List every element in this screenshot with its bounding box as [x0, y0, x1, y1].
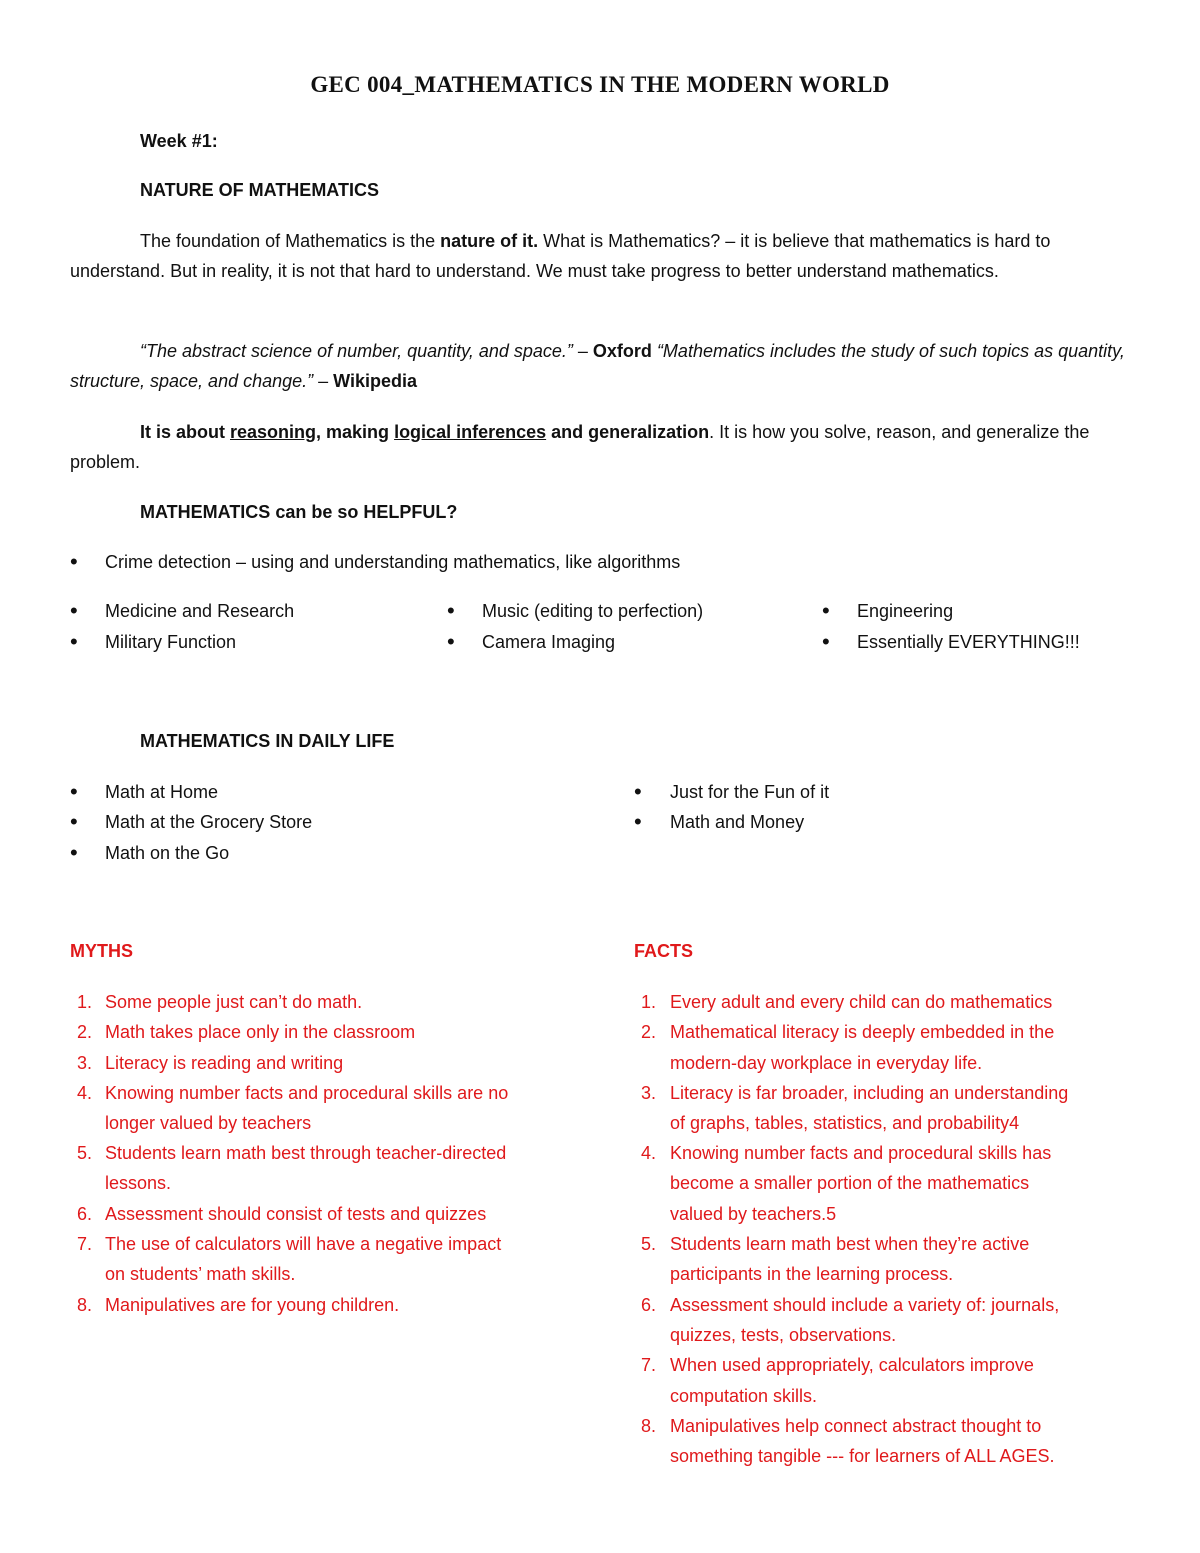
list-number: 5. — [76, 1143, 92, 1163]
helpful-item: Camera Imaging — [482, 632, 616, 652]
daily-heading: MATHEMATICS IN DAILY LIFE — [140, 731, 395, 751]
helpful-item: Crime detection – using and understanding mathematics, like algorithms — [105, 552, 681, 572]
fact-item-continued: quizzes, tests, observations. — [670, 1325, 897, 1345]
section-heading-nature: NATURE OF MATHEMATICS — [140, 180, 379, 200]
daily-item: Math on the Go — [105, 843, 230, 863]
fact-item: Students learn math best when they’re active — [670, 1234, 1030, 1254]
quotes-paragraph — [70, 336, 1140, 396]
daily-item: Math at Home — [105, 782, 219, 802]
helpful-item: Music (editing to perfection) — [482, 601, 704, 621]
reasoning-underlined: reasoning — [230, 422, 317, 442]
list-number: 4. — [640, 1143, 656, 1163]
fact-item: Literacy is far broader, including an understanding — [670, 1083, 1069, 1103]
helpful-item: Essentially EVERYTHING!!! — [857, 632, 1080, 652]
bullet-icon: • — [70, 549, 78, 574]
reasoning-text-f: . It is how you solve, reason, and generalize the problem. — [70, 422, 1090, 472]
list-number: 8. — [640, 1416, 656, 1436]
fact-item: Assessment should include a variety of: journals, — [670, 1295, 1060, 1315]
source-wikipedia: Wikipedia — [333, 371, 418, 391]
bullet-icon: • — [634, 779, 642, 804]
bullet-icon: • — [447, 629, 455, 654]
myth-item: Manipulatives are for young children. — [105, 1295, 400, 1315]
bullet-icon: • — [70, 779, 78, 804]
myth-item: Assessment should consist of tests and quizzes — [105, 1204, 487, 1224]
bullet-icon: • — [822, 629, 830, 654]
fact-item-continued: participants in the learning process. — [670, 1264, 954, 1284]
list-number: 2. — [640, 1022, 656, 1042]
list-number: 4. — [76, 1083, 92, 1103]
reasoning-text-a: It is about — [140, 422, 230, 442]
reasoning-text-e: and generalization — [546, 422, 710, 442]
daily-item: Math and Money — [670, 812, 805, 832]
bullet-icon: • — [822, 598, 830, 623]
myth-item: Math takes place only in the classroom — [105, 1022, 416, 1042]
myth-item: Some people just can’t do math. — [105, 992, 363, 1012]
bullet-icon: • — [447, 598, 455, 623]
week-label: Week #1: — [140, 131, 218, 151]
reasoning-text-c: , making — [316, 422, 395, 442]
bullet-icon: • — [634, 809, 642, 834]
fact-item-continued: valued by teachers.5 — [670, 1204, 837, 1224]
intro-text-1: The foundation of Mathematics is the — [140, 231, 441, 251]
helpful-item: Medicine and Research — [105, 601, 295, 621]
myth-item: Knowing number facts and procedural skills are no — [105, 1083, 509, 1103]
facts-heading: FACTS — [634, 941, 694, 961]
myth-item-continued: longer valued by teachers — [105, 1113, 312, 1133]
fact-item-continued: computation skills. — [670, 1386, 818, 1406]
intro-text-2: What is Mathematics? – it is believe that mathematics is hard to understand. But in reality, it is not that hard to understand. We must take progress to better understand mathematics. — [70, 231, 1051, 281]
fact-item: Manipulatives help connect abstract thought to — [670, 1416, 1042, 1436]
list-number: 5. — [640, 1234, 656, 1254]
myth-item: The use of calculators will have a negative impact — [105, 1234, 502, 1254]
myths-heading: MYTHS — [70, 941, 133, 961]
bullet-icon: • — [70, 809, 78, 834]
myth-item-continued: lessons. — [105, 1173, 172, 1193]
quote-wikipedia: “Mathematics includes the study of such topics as quantity, structure, space, and change.” — [70, 341, 1125, 391]
list-number: 6. — [76, 1204, 92, 1224]
list-number: 6. — [640, 1295, 656, 1315]
bullet-icon: • — [70, 840, 78, 865]
fact-item-continued: become a smaller portion of the mathematics — [670, 1173, 1030, 1193]
list-number: 1. — [76, 992, 92, 1012]
myth-item: Students learn math best through teacher-directed — [105, 1143, 507, 1163]
helpful-item: Engineering — [857, 601, 954, 621]
list-number: 7. — [76, 1234, 92, 1254]
quote-dash-1: – — [572, 341, 593, 361]
daily-item: Just for the Fun of it — [670, 782, 830, 802]
list-number: 7. — [640, 1355, 656, 1375]
myth-item: Literacy is reading and writing — [105, 1053, 344, 1073]
helpful-item: Military Function — [105, 632, 237, 652]
fact-item-continued: of graphs, tables, statistics, and probability4 — [670, 1113, 1020, 1133]
list-number: 8. — [76, 1295, 92, 1315]
quote-oxford: “The abstract science of number, quantity, and space.” — [140, 341, 573, 361]
source-oxford: Oxford — [592, 341, 652, 361]
bullet-icon: • — [70, 629, 78, 654]
reasoning-paragraph — [70, 417, 1140, 477]
list-number: 2. — [76, 1022, 92, 1042]
fact-item: Every adult and every child can do mathematics — [670, 992, 1053, 1012]
fact-item-continued: something tangible --- for learners of ALL AGES. — [670, 1446, 1055, 1466]
list-number: 3. — [76, 1053, 92, 1073]
list-number: 3. — [640, 1083, 656, 1103]
fact-item: Mathematical literacy is deeply embedded in the — [670, 1022, 1055, 1042]
bullet-icon: • — [70, 598, 78, 623]
daily-item: Math at the Grocery Store — [105, 812, 313, 832]
myth-item-continued: on students’ math skills. — [105, 1264, 296, 1284]
quote-dash-2: – — [313, 371, 334, 391]
intro-paragraph — [70, 226, 1140, 286]
helpful-heading: MATHEMATICS can be so HELPFUL? — [140, 502, 458, 522]
fact-item: Knowing number facts and procedural skills has — [670, 1143, 1052, 1163]
fact-item: When used appropriately, calculators improve — [670, 1355, 1034, 1375]
logical-inferences-underlined: logical inferences — [394, 422, 547, 442]
page-title: GEC 004_MATHEMATICS IN THE MODERN WORLD — [310, 72, 890, 97]
intro-bold: nature of it. — [440, 231, 539, 251]
fact-item-continued: modern-day workplace in everyday life. — [670, 1053, 983, 1073]
list-number: 1. — [640, 992, 656, 1012]
